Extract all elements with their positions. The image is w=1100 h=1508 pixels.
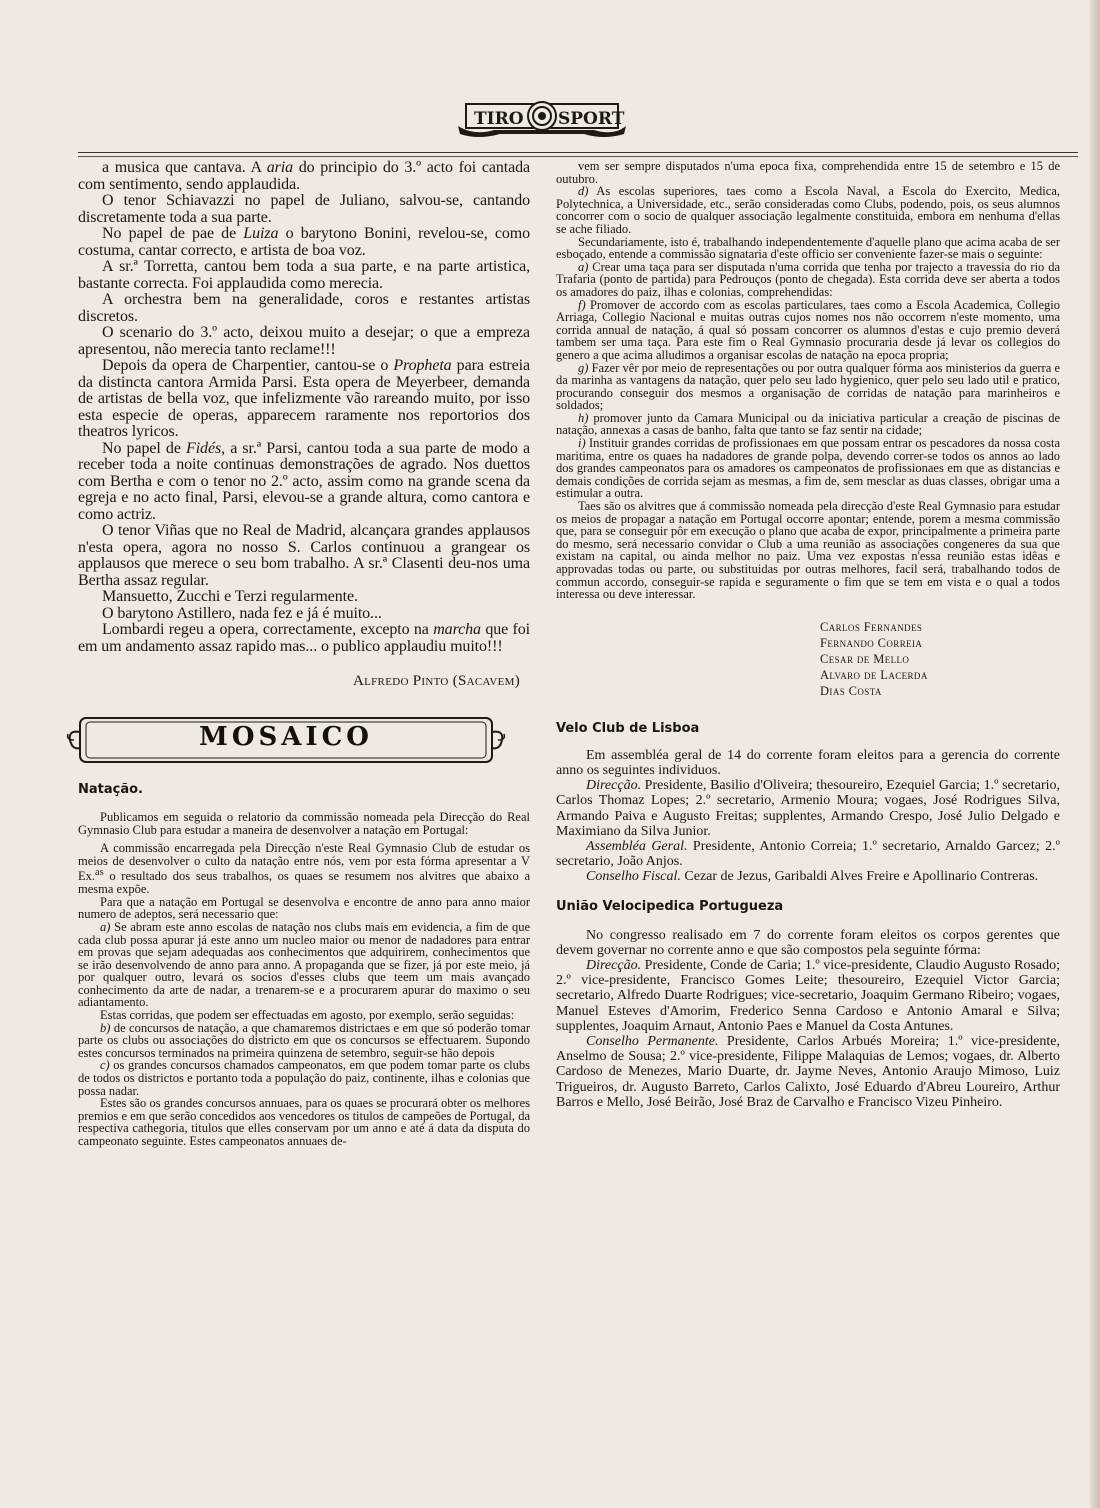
report-paragraph: Estas corridas, que podem ser effectuadas em agosto, por exemplo, serão seguidas:	[100, 1008, 515, 1023]
report-paragraph: i) Instituir grandes corridas de profissionaes em que possam entrar os pescadores da nossa costa maritima, entre os quaes ha nadadores de grande polpa, devendo correr-se todos os annos ao lado dos grandes campeonatos para os amadores os campeonatos de profissionaes em que as distancias e demais condições de corrida sejam as mesmas, a fim de, sem mesclar as duas classes, obrigar uma a estimular a outra.	[556, 436, 1060, 501]
mosaico-banner	[66, 710, 506, 774]
signer-name: Carlos Fernandes	[820, 619, 923, 634]
opera-review-text	[78, 160, 530, 655]
svg-text:SPORT: SPORT	[558, 109, 625, 129]
signer-name: Fernando Correia	[820, 635, 923, 650]
review-paragraph: a musica que cantava. A aria do principio do 3.º acto foi cantada com sentimento, sendo applaudida.	[78, 159, 530, 193]
velo-paragraph: Conselho Fiscal. Cezar de Jezus, Garibaldi Alves Freire e Apollinario Contreras.	[586, 869, 1039, 885]
signer-name: Dias Costa	[820, 683, 882, 698]
signer-name: Cesar de Mello	[820, 651, 910, 666]
uniao-text	[556, 928, 1060, 1110]
review-paragraph: Depois da opera de Charpentier, cantou-se o Propheta para estreia da distincta cantora Armida Parsi. Esta opera de Meyerbeer, demanda de artistas de bella voz, que infelizmente vão rareando muito, por isso esta especie de operas, apparecem raramente nos reportorios dos theatros lyricos.	[78, 357, 530, 440]
header-rule	[78, 152, 1078, 153]
uniao-paragraph: Direcção. Presidente, Conde de Caria; 1.º vice-presidente, Claudio Augusto Rosado; 2.º vice-presidente, Francisco Gomes Leite; thesoureiro, Ezequiel Victor Garcia; secretario, Alfredo Duarte Rodrigues; vice-secretario, Joaquim Germano Ribeiro; vogaes, Manuel Esteves d'Amorim, Frederico Senna Cardoso e Antonio Amaral e Silva; supplentes, Joaquim Arnaut, Antonio Paes e Manuel da Costa Antunes.	[556, 958, 1060, 1034]
velo-club-heading: Velo Club de Lisboa	[556, 720, 700, 736]
velo-paragraph: Em assembléa geral de 14 do corrente foram eleitos para a gerencia do corrente anno os seguintes individuos.	[556, 747, 1060, 778]
report-paragraph: Taes são os alvitres que á commissão nomeada pela direcção d'este Real Gymnasio para estudar os meios de propagar a natação em Portugal occorre apontar; entende, porem a mesma commissão que, para se conseguir pôr em execução o plano que acaba de expor, principalmente a primeira parte do mesmo, será necessario convidar o Club a uma reunião as associações congeneres da sua que existam na capital, ou ainda melhor no paiz. Uma vez expostas n'essa reunião estas idêas e approvadas todas ou parte, ou substituidas por outras melhores, facil será, trabalhando todos de commun accordo, conseguir-se rapida e seguramente o fim que se tem em vista e o qual a todos interessa ou deve interessar.	[556, 499, 1060, 602]
report-paragraph: a) Crear uma taça para ser disputada n'uma corrida que tenha por trajecto a travessia do rio da Trafaria (ponto de partida) para Pedrouços (ponto de chegada). Esta corrida deve ser aberta a todos os amadores do paiz, ilhas e colonias, comprehendidas:	[556, 259, 1060, 299]
review-paragraph: Lombardi regeu a opera, correctamente, excepto na marcha que foi em um andamento assaz rapido mas... o publico applaudiu muito!!!	[78, 621, 530, 655]
natacao-report-text	[78, 811, 530, 1148]
report-paragraph: vem ser sempre disputados n'uma epoca fixa, comprehendida entre 15 de setembro e 15 de outubro.	[556, 159, 1060, 186]
report-paragraph: g) Fazer vêr por meio de representações ou por outra qualquer fórma aos ministerios da guerra e da marinha as vantagens da natação, quer pelo seu lado hygienico, quer pelo seu lado util e pratico, procurando conseguir dos mesmos a organisação de corridas de natação para marinheiros e soldados;	[556, 360, 1060, 413]
velo-paragraph: Assembléa Geral. Presidente, Antonio Correia; 1.º secretario, Arnaldo Garcez; 2.º secretario, João Anjos.	[556, 839, 1060, 870]
report-paragraph: Estes são os grandes concursos annuaes, para os quaes se procurará obter os melhores premios e em que serão concedidos aos vencedores os titulos de campeões de Portugal, da respectiva cathegoria, titulos que elles conservam por um anno e até á data da disputa do campeonato seguinte. Estes campeonatos annuaes de-	[78, 1096, 530, 1148]
review-paragraph: O tenor Schiavazzi no papel de Juliano, salvou-se, cantando discretamente toda a sua parte.	[78, 192, 530, 226]
review-paragraph: No papel de Fidés, a sr.ª Parsi, cantou toda a sua parte de modo a receber toda a noite continuas demonstrações de agrado. Nos duettos com Bertha e com o tenor no 2.º acto, assim como na grande scena da egreja e no acto final, Parsi, elevou-se a grande altura, como cantora e como actriz.	[78, 439, 530, 523]
review-paragraph: O scenario do 3.º acto, deixou muito a desejar; o que a empreza apresentou, não merecia tanto reclame!!!	[78, 324, 530, 358]
commission-signers	[820, 619, 1060, 699]
velo-paragraph: Direcção. Presidente, Basilio d'Oliveira; thesoureiro, Ezequiel Garcia; 1.º secretario, Carlos Thomaz Lopes; 2.º secretario, Armenio Moura; vogaes, José Rodrigues Silva, Armando Paiva e Augusto Freitas; supplentes, Armando Crespo, José Julio Delgado e Maximiano da Silva Junior.	[556, 778, 1060, 839]
right-column	[556, 160, 1060, 1110]
report-paragraph: h) promover junto da Camara Municipal ou da iniciativa particular a creação de piscinas de natação, annexas a casas de banho, falta que tanto se faz sentir na cidade;	[556, 410, 1060, 438]
report-paragraph: Para que a natação em Portugal se desenvolva e encontre de anno para anno maior numero de adeptos, será necessario que:	[78, 894, 530, 922]
report-paragraph: Secundariamente, isto é, trabalhando independentemente d'aquelle plano que acima acaba de ser esboçado, entende a commissão signataria d'este officio ser conveniente fazer-se mais o seguinte:	[556, 234, 1060, 262]
svg-text:TIRO: TIRO	[474, 109, 524, 129]
natacao-heading: Natação.	[78, 782, 143, 797]
mosaico-title: MOSAICO	[199, 722, 373, 752]
report-paragraph: b) de concursos de natação, a que chamaremos districtaes e em que só poderão tomar parte os clubs ou associações do districto em que os concursos se effectuarem. Supondo estes concursos terminados na primeira quinzena de setembro, seguir-se hão depois	[78, 1020, 530, 1060]
uniao-paragraph: Conselho Permanente. Presidente, Carlos Arbués Moreira; 1.º vice-presidente, Anselmo de Sousa; 2.º vice-presidente, Filippe Malaquias de Lemos; vogaes, dr. Alberto Cardoso de Menezes, Mario Duarte, dr. Jayme Neves, Antonio Araujo Mimoso, Luiz Trigueiros, dr. Augusto Barreto, Carlos Calixto, José Eduardo d'Abreu Loureiro, Arthur Barros e Mello, José Beirão, José Braz de Carvalho e Francisco Vizeu Pinheiro.	[556, 1034, 1060, 1110]
review-paragraph: A sr.ª Torretta, cantou bem toda a sua parte, e na parte artistica, bastante correcta. Foi applaudida como merecia.	[78, 258, 530, 292]
header-rule-thin	[78, 156, 1078, 157]
signer-name: Alvaro de Lacerda	[820, 667, 928, 682]
uniao-paragraph: No congresso realisado em 7 do corrente foram eleitos os corpos gerentes que devem governar no corrente anno e que são compostos pela seguinte fórma:	[556, 927, 1060, 958]
report-paragraph: f) Promover de accordo com as escolas particulares, taes como a Escola Academica, Collegio Arriaga, Collegio Nacional e muitas outras cujos nomes nos não occorrem n'este momento, uma corrida annual de natação, á qual só possam concorrer os alumnos d'estas e cujo premio deverá tambem ser uma taça. Para este fim o Real Gymnasio procuraria desde já levar os collegios do genero a que acima alludimos a organisar escolas de natação na epoca propria;	[556, 297, 1060, 362]
review-paragraph: Mansuetto, Zucchi e Terzi regularmente.	[102, 588, 358, 605]
report-paragraph: Publicamos em seguida o relatorio da commissão nomeada pela Direcção do Real Gymnasio Club para estudar a maneira de desenvolver a natação em Portugal:	[78, 810, 530, 837]
report-paragraph: d) As escolas superiores, taes como a Escola Naval, a Escola do Exercito, Medica, Polytechnica, a Universidade, etc., serão consideradas como Clubs, podendo, pois, os seus alumnos concorrer com o socio de qualquer associação legalmente constituida, embora em nenhuma d'ellas se ache filiado.	[556, 184, 1060, 236]
masthead-logo	[454, 96, 630, 138]
review-paragraph: O tenor Viñas que no Real de Madrid, alcançara grandes applausos n'esta opera, agora no nosso S. Carlos continuou a grangear os applausos que merece o seu bom trabalho. A sr.ª Clasenti deu-nos uma Bertha assaz regular.	[78, 522, 530, 589]
review-paragraph: O barytono Astillero, nada fez e já é muito...	[102, 604, 382, 622]
page-edge	[1090, 0, 1100, 1508]
velo-club-text	[556, 748, 1060, 885]
review-paragraph: No papel de pae de Luiza o barytono Bonini, revelou-se, como costuma, cantar correcto, e artista de boa voz.	[78, 225, 530, 259]
uniao-heading: União Velocipedica Portugueza	[556, 898, 784, 914]
left-column	[78, 160, 530, 1148]
report-paragraph: a) Se abram este anno escolas de natação nos clubs mais em evidencia, a fim de que cada club possa apurar já este anno um nucleo maior ou menor de nadadores para entrar em provas que sejam adequadas aos conhecimentos que adquirirem, conhecimentos que se irão desenvolvendo de anno para anno. A propaganda que se fizer, já por este meio, já por qualquer outro, levará os socios d'esses clubs que teem um mais avançado conhecimento da arte de nadar, a trenarem-se e a procurarem apurar do maximo o seu adiantamento.	[78, 919, 530, 1010]
report-paragraph: A commissão encarregada pela Direcção n'este Real Gymnasio Club de estudar os meios de desenvolver o culto da natação entre nós, vem por esta fórma apresentar a V Ex.$^{as}$ o resultado dos seus trabalhos, os quaes se resumem nos alvitres que abaixo a mesma expõe.	[78, 841, 530, 897]
review-signature: Alfredo Pinto (Sacavem)	[352, 673, 520, 689]
natacao-report-continued	[556, 160, 1060, 601]
review-paragraph: A orchestra bem na generalidade, coros e restantes artistas discretos.	[78, 291, 530, 325]
report-paragraph: c) os grandes concursos chamados campeonatos, em que podem tomar parte os clubs de todos os districtos e portanto toda a população do paiz, continente, ilhas e colonias que possa nadar.	[78, 1058, 530, 1098]
